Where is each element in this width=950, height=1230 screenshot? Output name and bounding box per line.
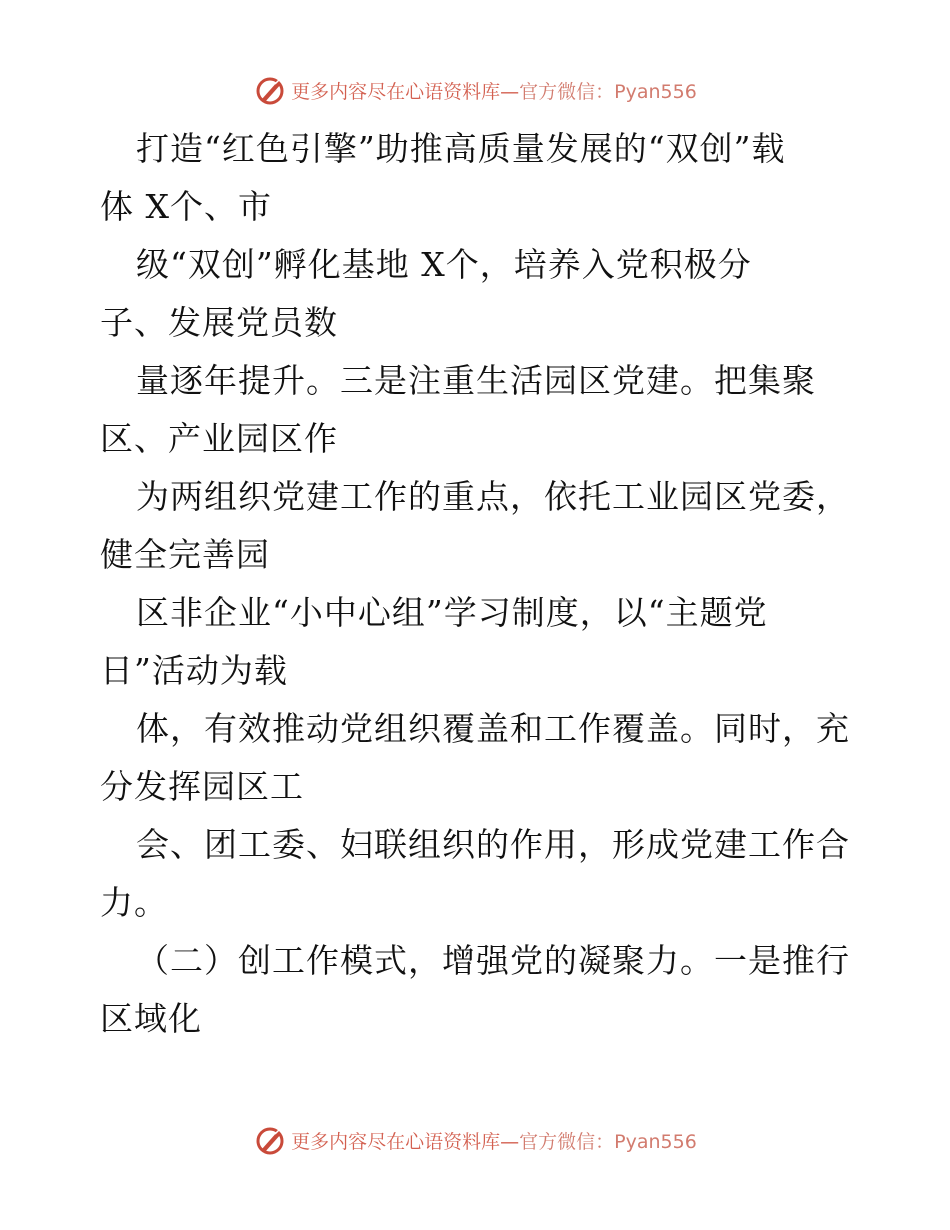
paragraph-line: 区非企业“小中心组”学习制度，以“主题党 — [136, 593, 768, 632]
paragraph-line: 量逐年提升。三是注重生活园区党建。把集聚 — [136, 361, 816, 400]
watermark-header — [0, 70, 950, 110]
pen-logo-icon — [253, 1123, 287, 1157]
paragraph-line: 打造“红色引擎”助推高质量发展的“双创”载 — [136, 129, 786, 168]
paragraph-line: 会、团工委、妇联组织的作用，形成党建工作合 — [136, 825, 850, 864]
paragraph-line: 级“双创”孵化基地 X个，培养入党积极分 — [136, 245, 752, 284]
paragraph-line: （二）创工作模式，增强党的凝聚力。一是推行 — [136, 941, 850, 980]
paragraph-line: 力。 — [100, 883, 168, 922]
paragraph-line: 体，有效推动党组织覆盖和工作覆盖。同时，充 — [136, 709, 850, 748]
paragraph-line: 区、产业园区作 — [100, 419, 338, 458]
paragraph-line: 分发挥园区工 — [100, 767, 304, 806]
paragraph-line: 健全完善园 — [100, 535, 270, 574]
paragraph-line: 子、发展党员数 — [100, 303, 338, 342]
paragraph-line: 日”活动为载 — [100, 651, 288, 690]
watermark-text: 更多内容尽在心语资料库—官方微信：Pyan556 — [291, 80, 697, 103]
paragraph-line: 区域化 — [100, 999, 202, 1038]
document-body — [100, 120, 860, 1048]
paragraph-line: 体 X个、市 — [100, 187, 272, 226]
pen-logo-icon — [253, 73, 287, 107]
paragraph-line: 为两组织党建工作的重点，依托工业园区党委， — [136, 477, 850, 516]
watermark-footer — [0, 1120, 950, 1160]
watermark-text: 更多内容尽在心语资料库—官方微信：Pyan556 — [291, 1130, 697, 1153]
